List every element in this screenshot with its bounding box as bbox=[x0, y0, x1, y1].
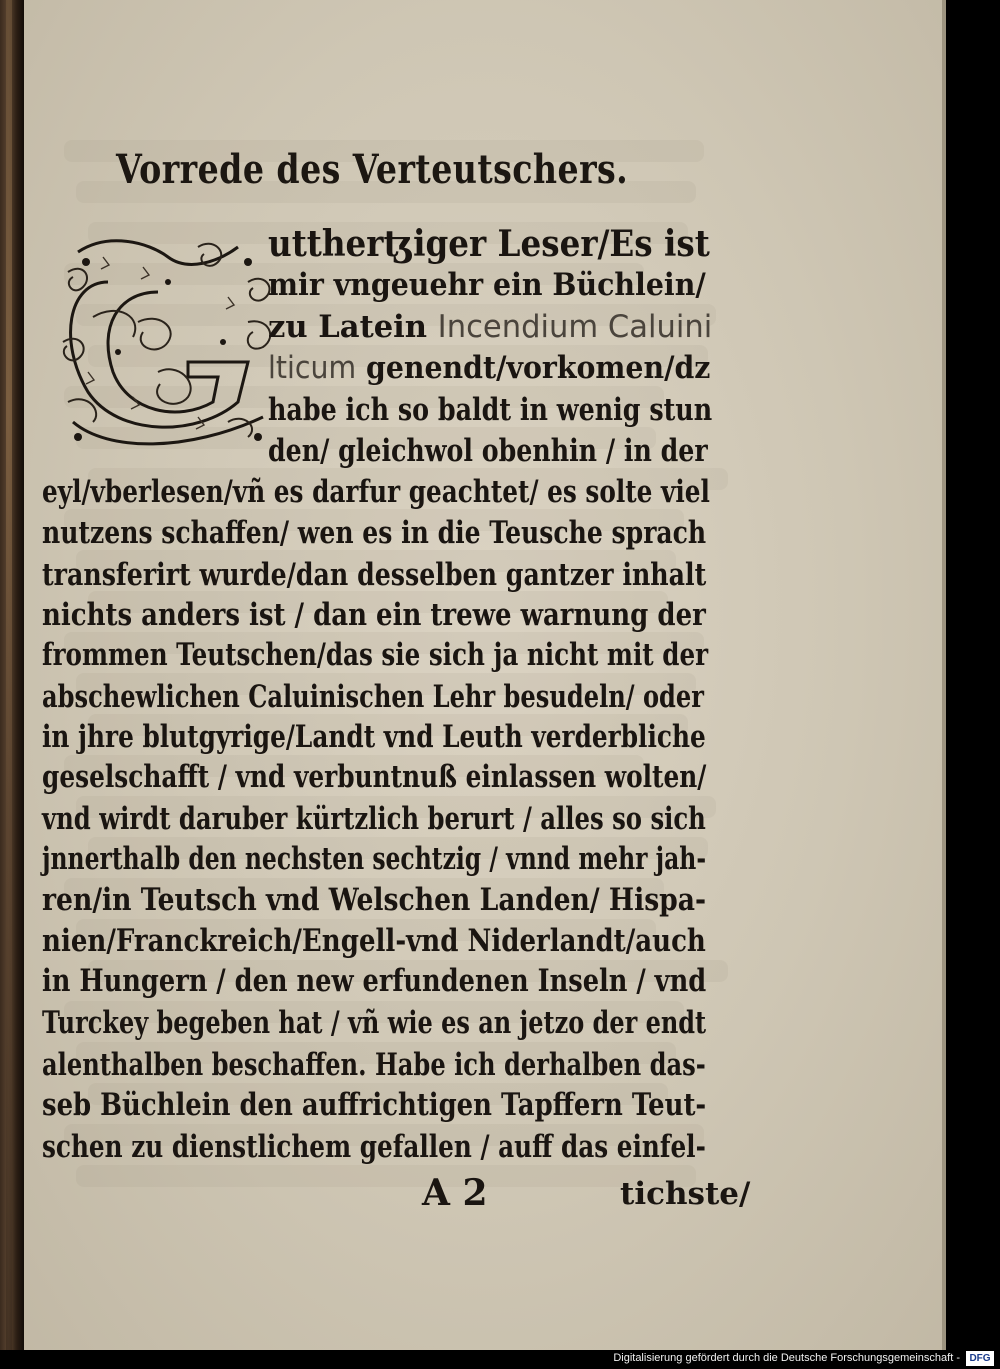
text-line bbox=[42, 759, 707, 795]
text-segment: uttherꜩiger Leser/Es ist bbox=[268, 223, 710, 265]
page-edge bbox=[942, 0, 946, 1350]
text-line bbox=[42, 719, 706, 755]
text-line bbox=[268, 433, 708, 469]
text-line bbox=[42, 557, 707, 593]
text-segment: seb Büchlein den auffrichtigen Tapffern Teut- bbox=[42, 1087, 707, 1123]
text-line bbox=[42, 515, 707, 551]
catchword: tichste/ bbox=[620, 1176, 751, 1212]
text-line bbox=[42, 882, 707, 918]
text-segment: abschewlichen Caluinischen Lehr besudeln/ oder bbox=[42, 679, 704, 715]
funding-credit: Digitalisierung gefördert durch die Deutsche Forschungsgemeinschaft - bbox=[613, 1352, 960, 1364]
text-segment: den/ gleichwol obenhin / in der bbox=[268, 433, 708, 469]
text-segment: lticum bbox=[268, 350, 357, 386]
text-line bbox=[42, 1005, 707, 1041]
text-segment: Turckey begeben hat / vñ wie es an jetzo der endt bbox=[42, 1005, 707, 1041]
text-segment: nutzens schaffen/ wen es in die Teusche sprach bbox=[42, 515, 707, 551]
text-segment: zu Latein bbox=[268, 309, 438, 345]
text-line bbox=[42, 597, 706, 633]
text-segment: nichts anders ist / dan ein trewe warnung der bbox=[42, 597, 706, 633]
text-segment: alenthalben beschaffen. Habe ich derhalben das- bbox=[42, 1047, 706, 1083]
text-line bbox=[42, 1129, 706, 1165]
text-segment: in Hungern / den new erfundenen Inseln / vnd bbox=[42, 963, 707, 999]
text-line bbox=[42, 963, 707, 999]
dfg-logo: DFG bbox=[966, 1351, 994, 1366]
text-line bbox=[42, 1087, 707, 1123]
book-page bbox=[24, 0, 946, 1350]
text-segment: vnd wirdt daruber kürtzlich berurt / alles so sich bbox=[42, 801, 706, 837]
ghost-line bbox=[76, 1165, 696, 1187]
text-segment: eyl/vberlesen/vñ es darfur geachtet/ es solte viel bbox=[42, 474, 710, 510]
text-line bbox=[42, 679, 704, 715]
text-segment: jnnerthalb den nechsten sechtzig / vnnd mehr jah- bbox=[42, 841, 707, 877]
text-segment: schen zu dienstlichem gefallen / auff das einfel- bbox=[42, 1129, 706, 1165]
text-segment: mir vngeuehr ein Büchlein/ bbox=[268, 267, 706, 303]
text-line bbox=[42, 1047, 706, 1083]
text-line bbox=[268, 350, 711, 386]
text-line bbox=[42, 841, 707, 877]
text-line bbox=[42, 923, 706, 959]
book-spine bbox=[0, 0, 24, 1350]
text-line bbox=[268, 392, 713, 428]
decorated-initial-g-icon bbox=[48, 222, 288, 452]
text-segment: in jhre blutgyrige/Landt vnd Leuth verderbliche bbox=[42, 719, 706, 755]
text-segment: geselschafft / vnd verbuntnuß einlassen wolten/ bbox=[42, 759, 707, 795]
text-segment: genendt/vorkomen/dz bbox=[356, 350, 711, 386]
text-segment: frommen Teutschen/das sie sich ja nicht mit der bbox=[42, 637, 709, 673]
signature-mark: A 2 bbox=[422, 1172, 488, 1214]
text-line bbox=[42, 637, 709, 673]
text-line bbox=[42, 801, 706, 837]
spine-highlight bbox=[6, 0, 12, 1350]
text-line bbox=[268, 309, 713, 345]
text-segment: Incendium Caluini bbox=[437, 309, 713, 345]
text-line bbox=[268, 267, 706, 303]
text-segment: nien/Franckreich/Engell-vnd Niderlandt/auch bbox=[42, 923, 706, 959]
text-segment: transferirt wurde/dan desselben gantzer inhalt bbox=[42, 557, 707, 593]
text-line bbox=[42, 474, 710, 510]
text-segment: ren/in Teutsch vnd Welschen Landen/ Hispa- bbox=[42, 882, 707, 918]
text-segment: habe ich so baldt in wenig stun bbox=[268, 392, 713, 428]
page-heading: Vorrede des Verteutschers. bbox=[116, 146, 629, 193]
text-line bbox=[268, 223, 710, 265]
